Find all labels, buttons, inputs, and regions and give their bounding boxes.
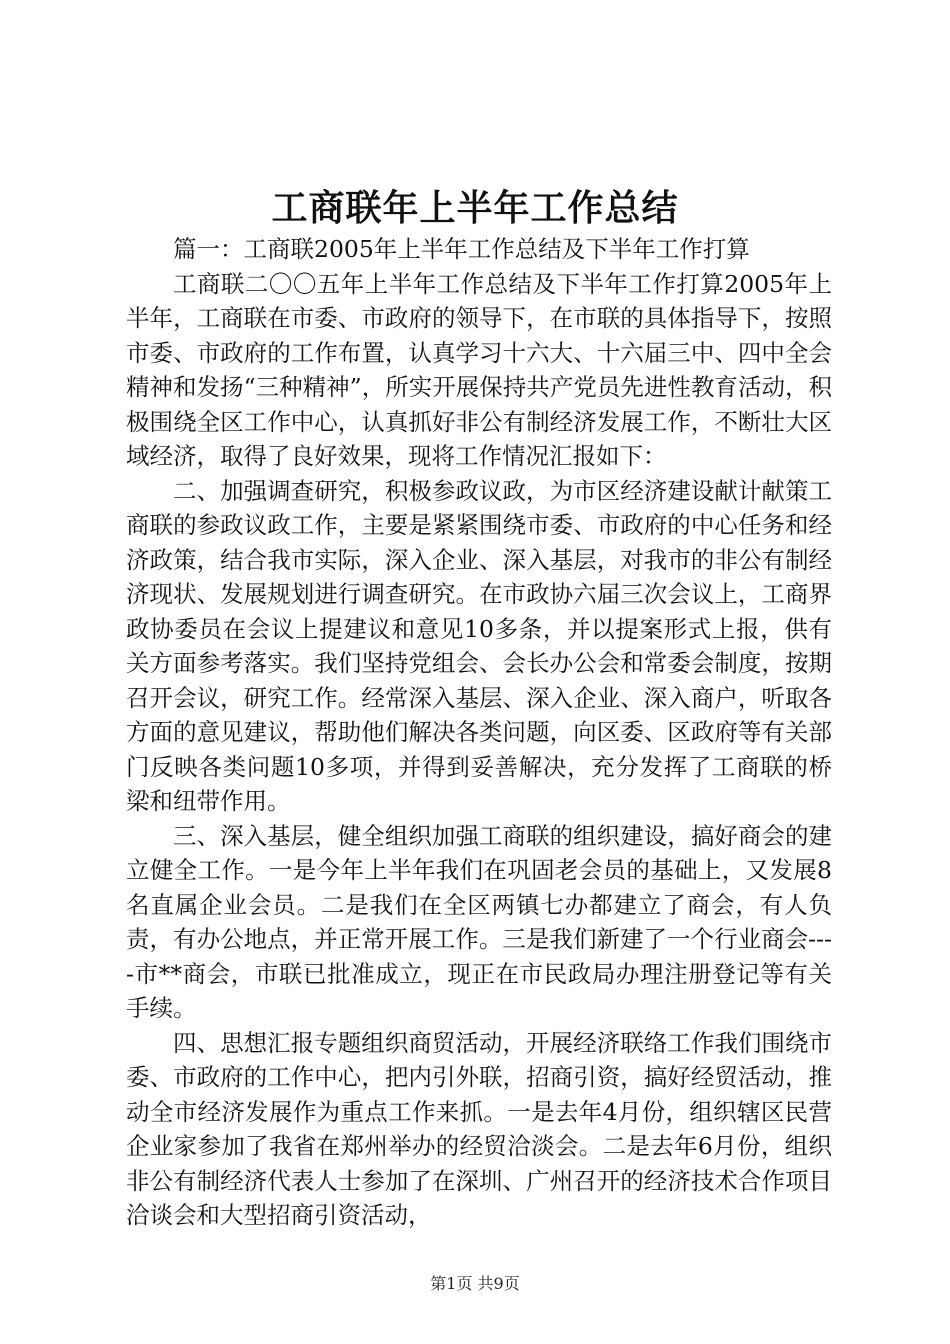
page-number-footer: 第1页 共9页 [430, 1274, 520, 1293]
document-body [126, 232, 832, 1233]
paragraph-section-3: 三、深入基层，健全组织加强工商联的组织建设，搞好商会的建立健全工作。一是今年上半年我们在巩固老会员的基础上，又发展8名直属企业会员。二是我们在全区两镇七办都建立了商会，有人负责，有办公地点，并正常开展工作。三是我们新建了一个行业商会----市**商会，市联已批准成立，现正在市民政局办理注册登记等有关手续。 [126, 821, 832, 1022]
document-title: 工商联年上半年工作总结 [271, 187, 679, 229]
paragraph-heading: 篇一：工商联2005年上半年工作总结及下半年工作打算 [173, 235, 750, 263]
paragraph-intro: 工商联二〇〇五年上半年工作总结及下半年工作打算2005年上半年，工商联在市委、市政府的领导下，在市联的具体指导下，按照市委、市政府的工作布置，认真学习十六大、十六届三中、四中全会精神和发扬“三种精神”，所实开展保持共产党员先进性教育活动，积极围绕全区工作中心，认真抓好非公有制经济发展工作，不断壮大区域经济，取得了良好效果，现将工作情况汇报如下： [126, 269, 832, 470]
paragraph-section-4: 四、思想汇报专题组织商贸活动，开展经济联络工作我们围绕市委、市政府的工作中心，把内引外联，招商引资，搞好经贸活动，推动全市经济发展作为重点工作来抓。一是去年4月份，组织辖区民营企业家参加了我省在郑州举办的经贸洽淡会。二是去年6月份，组织非公有制经济代表人士参加了在深圳、广州召开的经济技术合作项目洽谈会和大型招商引资活动， [126, 1028, 832, 1229]
paragraph-section-2: 二、加强调查研究，积极参政议政，为市区经济建设献计献策工商联的参政议政工作，主要是紧紧围绕市委、市政府的中心任务和经济政策，结合我市实际，深入企业、深入基层，对我市的非公有制经济现状、发展规划进行调查研究。在市政协六届三次会议上，工商界政协委员在会议上提建议和意见10多条，并以提案形式上报，供有关方面参考落实。我们坚持党组会、会长办公会和常委会制度，按期召开会议，研究工作。经常深入基层、深入企业、深入商户，听取各方面的意见建议，帮助他们解决各类问题，向区委、区政府等有关部门反映各类问题10多项，并得到妥善解决，充分发挥了工商联的桥梁和纽带作用。 [126, 476, 832, 815]
